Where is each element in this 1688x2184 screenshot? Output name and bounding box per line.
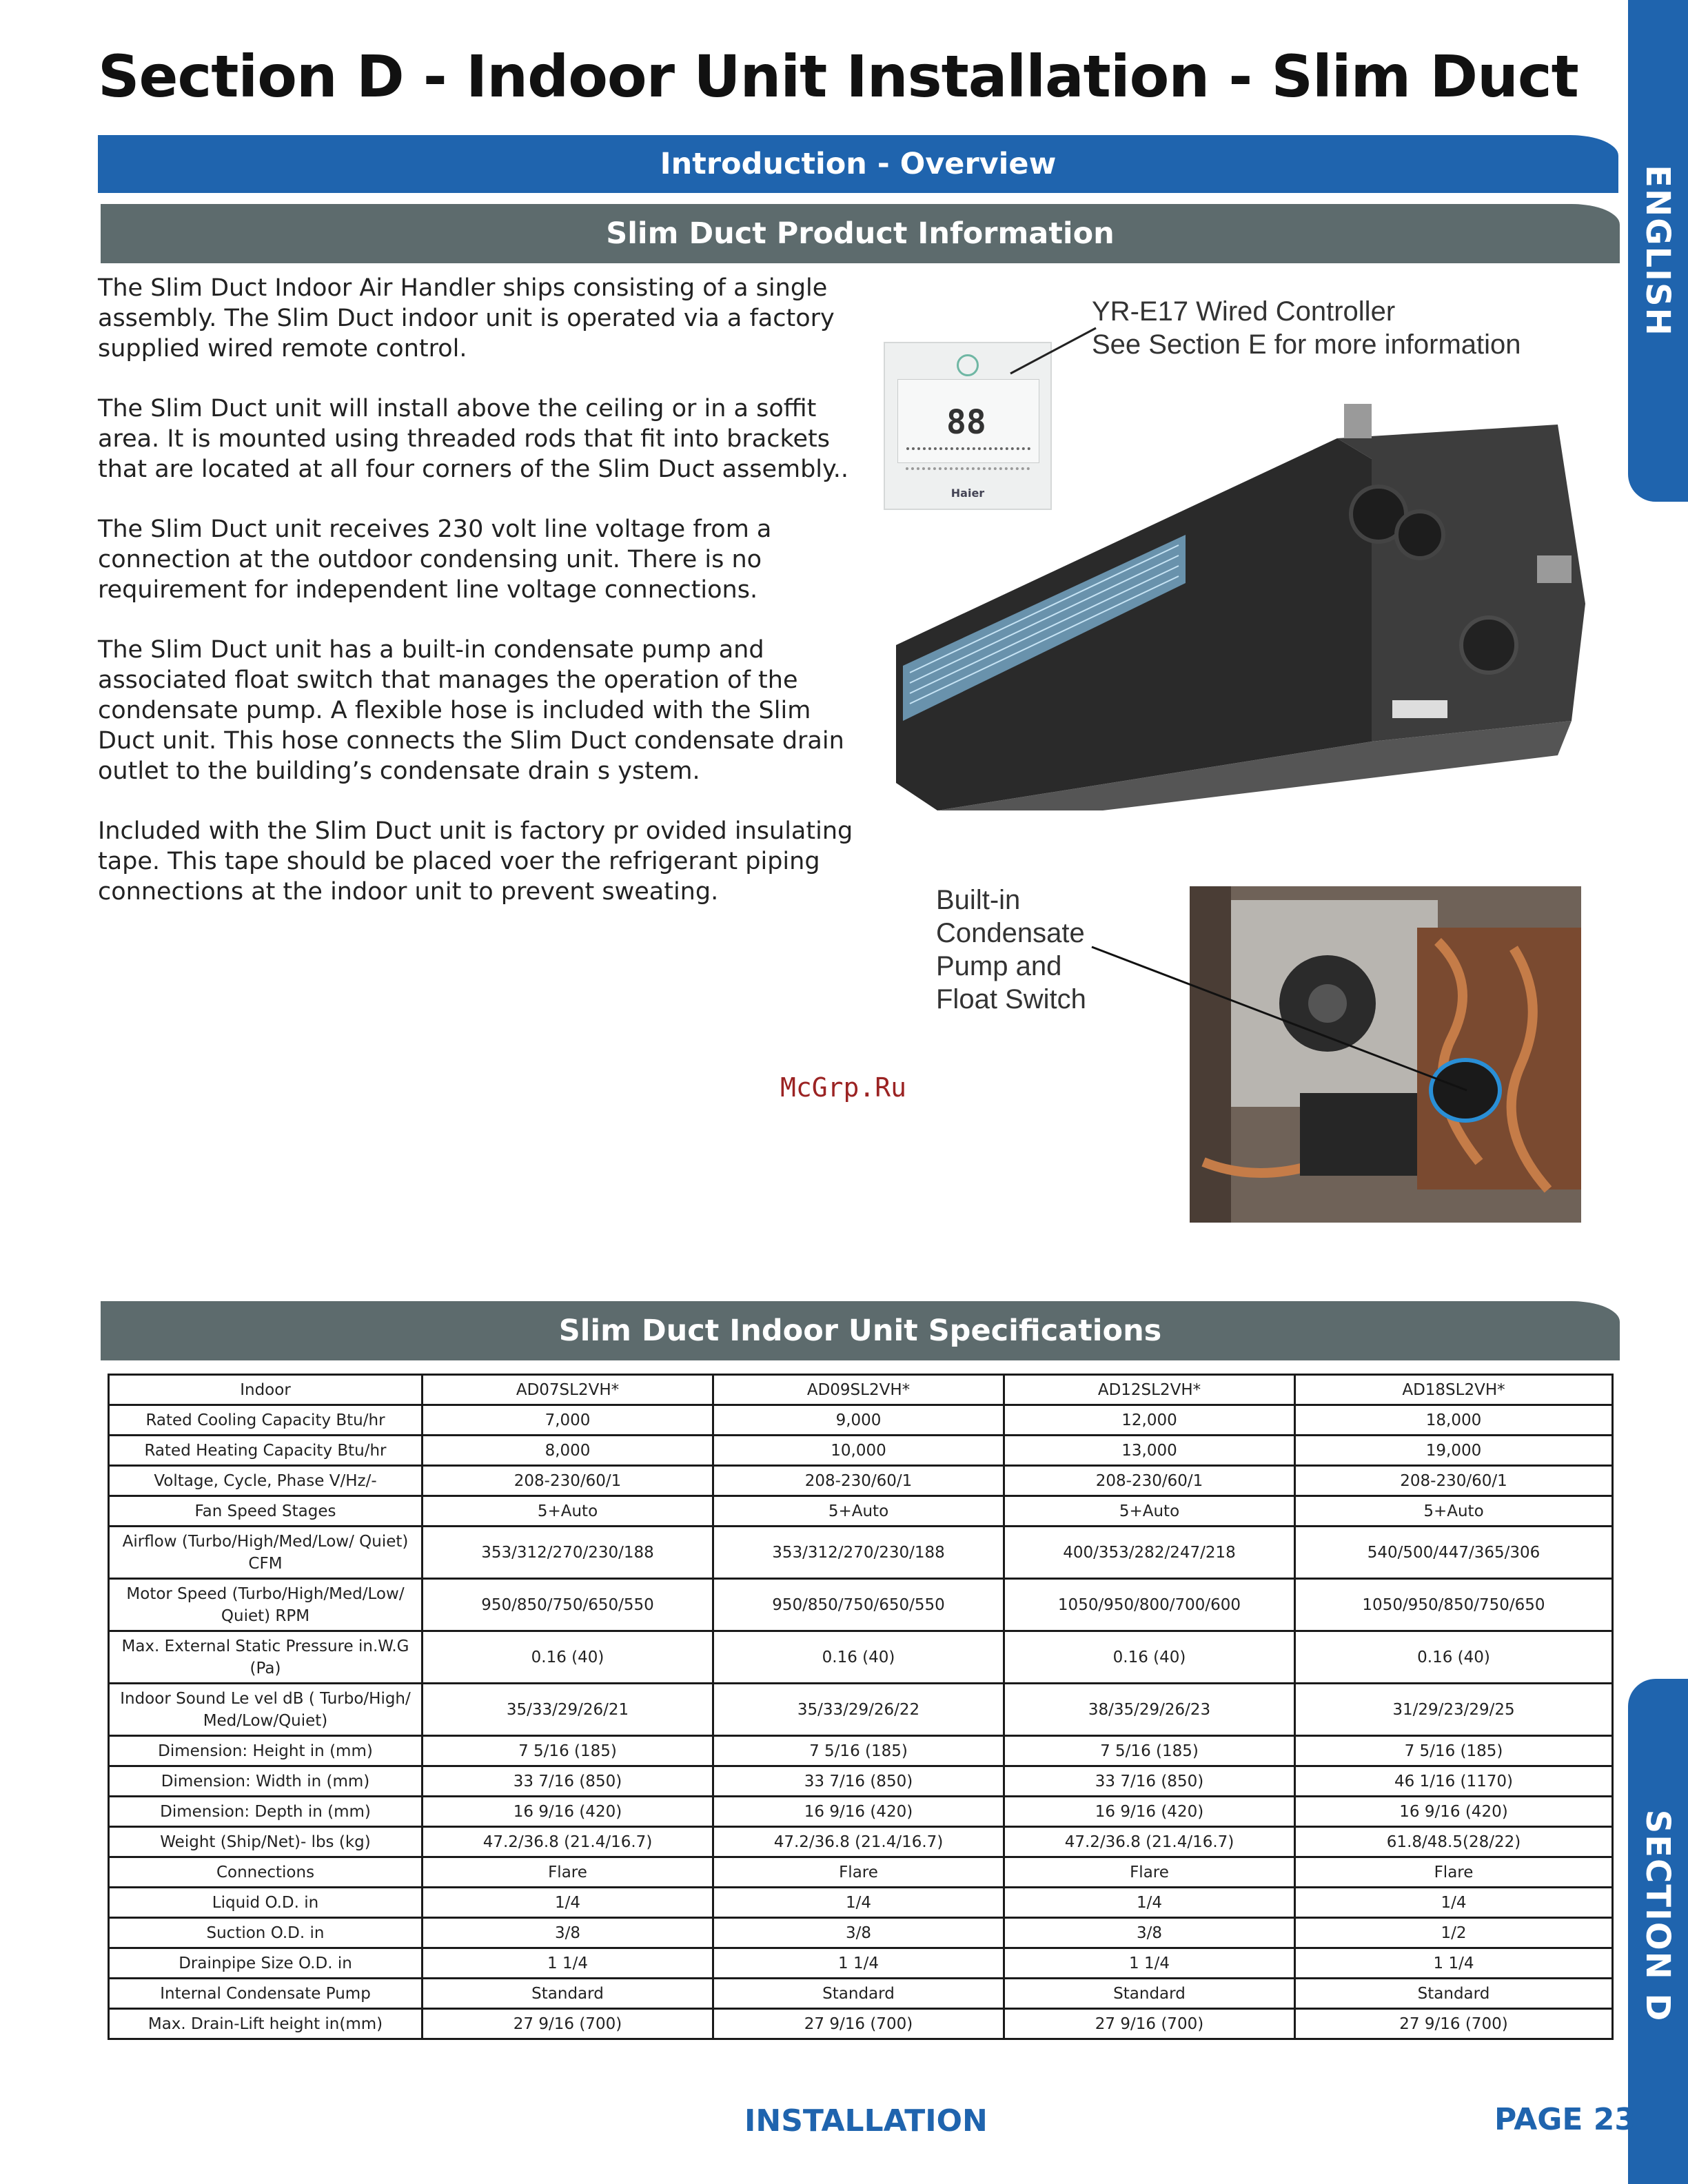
spec-row-label: Airflow (Turbo/High/Med/Low/ Quiet) CFM xyxy=(109,1527,423,1579)
spec-cell: 540/500/447/365/306 xyxy=(1295,1527,1613,1579)
spec-table-row xyxy=(109,1466,1613,1496)
spec-cell: 18,000 xyxy=(1295,1405,1613,1436)
spec-cell: 1/2 xyxy=(1295,1918,1613,1948)
spec-cell: 19,000 xyxy=(1295,1436,1613,1466)
pump-callout-line1: Built-in xyxy=(936,885,1021,915)
spec-table-row xyxy=(109,1405,1613,1436)
spec-cell: 16 9/16 (420) xyxy=(1004,1797,1295,1827)
spec-cell: Standard xyxy=(713,1979,1004,2009)
spec-cell: 7 5/16 (185) xyxy=(423,1736,713,1766)
spec-cell: 3/8 xyxy=(423,1918,713,1948)
controller-callout-leader xyxy=(1006,324,1103,379)
controller-callout-line1: YR-E17 Wired Controller xyxy=(1092,296,1396,327)
spec-cell: 1 1/4 xyxy=(713,1948,1004,1979)
spec-row-label: Max. Drain-Lift height in(mm) xyxy=(109,2009,423,2039)
spec-cell: 12,000 xyxy=(1004,1405,1295,1436)
spec-cell: 13,000 xyxy=(1004,1436,1295,1466)
spec-table-row xyxy=(109,1766,1613,1797)
specs-band: Slim Duct Indoor Unit Specifications xyxy=(101,1301,1620,1360)
spec-row-label: Drainpipe Size O.D. in xyxy=(109,1948,423,1979)
spec-row-label: Liquid O.D. in xyxy=(109,1888,423,1918)
spec-cell: 9,000 xyxy=(713,1405,1004,1436)
spec-cell: AD18SL2VH* xyxy=(1295,1375,1613,1405)
spec-cell: 1/4 xyxy=(1004,1888,1295,1918)
spec-row-label: Motor Speed (Turbo/High/Med/Low/ Quiet) RPM xyxy=(109,1579,423,1631)
spec-cell: Flare xyxy=(423,1857,713,1888)
spec-cell: 208-230/60/1 xyxy=(1295,1466,1613,1496)
paragraph-voltage: The Slim Duct unit receives 230 volt line voltage from a connection at the outdoor condensing unit. There is no requirement for independent line voltage connections. xyxy=(98,516,772,604)
controller-callout-line2: See Section E for more information xyxy=(1092,329,1521,360)
spec-cell: 5+Auto xyxy=(423,1496,713,1527)
spec-table-row xyxy=(109,1496,1613,1527)
spec-row-label: Voltage, Cycle, Phase V/Hz/- xyxy=(109,1466,423,1496)
spec-row-label: Rated Cooling Capacity Btu/hr xyxy=(109,1405,423,1436)
spec-cell: 38/35/29/26/23 xyxy=(1004,1684,1295,1736)
intro-overview-band: Introduction - Overview xyxy=(98,135,1618,193)
intro-text xyxy=(98,273,870,937)
spec-row-label: Dimension: Depth in (mm) xyxy=(109,1797,423,1827)
paragraph-insulating-tape: Included with the Slim Duct unit is factory pr ovided insulating tape. This tape should be placed voer the refrigerant piping connections at the indoor unit to prevent sweating. xyxy=(98,817,853,906)
spec-cell: 0.16 (40) xyxy=(713,1631,1004,1684)
slim-duct-unit-image xyxy=(896,397,1606,817)
page-title: Section D - Indoor Unit Installation - Slim Duct xyxy=(98,43,1578,110)
spec-cell: 0.16 (40) xyxy=(1295,1631,1613,1684)
spec-row-label: Fan Speed Stages xyxy=(109,1496,423,1527)
spec-cell: 47.2/36.8 (21.4/16.7) xyxy=(713,1827,1004,1857)
spec-cell: 27 9/16 (700) xyxy=(423,2009,713,2039)
controller-callout xyxy=(1092,295,1521,361)
spec-cell: 27 9/16 (700) xyxy=(713,2009,1004,2039)
spec-cell: 7 5/16 (185) xyxy=(1004,1736,1295,1766)
spec-cell: 1/4 xyxy=(1295,1888,1613,1918)
spec-cell: 27 9/16 (700) xyxy=(1004,2009,1295,2039)
spec-cell: 16 9/16 (420) xyxy=(423,1797,713,1827)
spec-cell: Standard xyxy=(1295,1979,1613,2009)
spec-row-label: Indoor xyxy=(109,1375,423,1405)
spec-cell: 1 1/4 xyxy=(1295,1948,1613,1979)
spec-cell: 0.16 (40) xyxy=(423,1631,713,1684)
spec-cell: 400/353/282/247/218 xyxy=(1004,1527,1295,1579)
spec-row-label: Connections xyxy=(109,1857,423,1888)
spec-cell: 353/312/270/230/188 xyxy=(423,1527,713,1579)
controller-digits: 88 xyxy=(946,403,986,442)
spec-table-row xyxy=(109,1631,1613,1684)
spec-row-label: Weight (Ship/Net)- lbs (kg) xyxy=(109,1827,423,1857)
spec-cell: 1050/950/800/700/600 xyxy=(1004,1579,1295,1631)
spec-cell: AD09SL2VH* xyxy=(713,1375,1004,1405)
pump-callout xyxy=(936,884,1086,1016)
pump-callout-line2: Condensate xyxy=(936,918,1085,948)
spec-cell: AD07SL2VH* xyxy=(423,1375,713,1405)
controller-brand: Haier xyxy=(950,487,985,500)
paragraph-condensate: The Slim Duct unit has a built-in condensate pump and associated float switch that manages the operation of the condensate pump. A flexible hose is included with the Slim Duct unit. This hose connects the Slim Duct condensate drain outlet to the building’s condensate drain s ystem. xyxy=(98,636,844,785)
spec-cell: 46 1/16 (1170) xyxy=(1295,1766,1613,1797)
spec-cell: Flare xyxy=(713,1857,1004,1888)
spec-cell: 5+Auto xyxy=(1004,1496,1295,1527)
spec-row-label: Dimension: Width in (mm) xyxy=(109,1766,423,1797)
spec-row-label: Internal Condensate Pump xyxy=(109,1979,423,2009)
spec-cell: 10,000 xyxy=(713,1436,1004,1466)
spec-cell: 950/850/750/650/550 xyxy=(423,1579,713,1631)
spec-cell: 1/4 xyxy=(423,1888,713,1918)
spec-table xyxy=(108,1374,1614,2040)
spec-table-header-row xyxy=(109,1375,1613,1405)
spec-cell: 16 9/16 (420) xyxy=(713,1797,1004,1827)
spec-cell: 5+Auto xyxy=(1295,1496,1613,1527)
product-info-band: Slim Duct Product Information xyxy=(101,204,1620,263)
paragraph-mounting: The Slim Duct unit will install above the ceiling or in a soffit area. It is mounted using threaded rods that fit into brackets that are located at all four corners of the Slim Duct assembly.. xyxy=(98,395,848,483)
spec-cell: 353/312/270/230/188 xyxy=(713,1527,1004,1579)
spec-cell: 0.16 (40) xyxy=(1004,1631,1295,1684)
spec-row-label: Dimension: Height in (mm) xyxy=(109,1736,423,1766)
spec-cell: 208-230/60/1 xyxy=(713,1466,1004,1496)
pump-callout-leader xyxy=(1089,944,1475,1096)
footer-page-number: PAGE 23 xyxy=(1494,2102,1636,2137)
spec-row-label: Max. External Static Pressure in.W.G (Pa) xyxy=(109,1631,423,1684)
spec-cell: Standard xyxy=(423,1979,713,2009)
spec-table-row xyxy=(109,1888,1613,1918)
spec-cell: 7,000 xyxy=(423,1405,713,1436)
spec-cell: 8,000 xyxy=(423,1436,713,1466)
spec-cell: 208-230/60/1 xyxy=(423,1466,713,1496)
spec-cell: 31/29/23/29/25 xyxy=(1295,1684,1613,1736)
spec-cell: 1/4 xyxy=(713,1888,1004,1918)
spec-cell: 7 5/16 (185) xyxy=(713,1736,1004,1766)
spec-cell: 47.2/36.8 (21.4/16.7) xyxy=(423,1827,713,1857)
spec-cell: 208-230/60/1 xyxy=(1004,1466,1295,1496)
spec-cell: 7 5/16 (185) xyxy=(1295,1736,1613,1766)
spec-cell: 3/8 xyxy=(1004,1918,1295,1948)
spec-table-row xyxy=(109,1579,1613,1631)
spec-table-row xyxy=(109,1684,1613,1736)
spec-cell: 27 9/16 (700) xyxy=(1295,2009,1613,2039)
spec-cell: 1 1/4 xyxy=(423,1948,713,1979)
spec-cell: 35/33/29/26/21 xyxy=(423,1684,713,1736)
spec-table-row xyxy=(109,1527,1613,1579)
footer-section-label: INSTALLATION xyxy=(744,2103,988,2139)
controller-power-icon xyxy=(957,354,979,376)
spec-cell: 1 1/4 xyxy=(1004,1948,1295,1979)
side-tab-english-label: ENGLISH xyxy=(1638,165,1677,337)
spec-table-row xyxy=(109,1948,1613,1979)
spec-table-row xyxy=(109,1979,1613,2009)
spec-cell: 33 7/16 (850) xyxy=(423,1766,713,1797)
spec-table-row xyxy=(109,2009,1613,2039)
spec-table-row xyxy=(109,1797,1613,1827)
pump-callout-line3: Pump and xyxy=(936,951,1062,981)
spec-table-row xyxy=(109,1827,1613,1857)
spec-cell: 1050/950/850/750/650 xyxy=(1295,1579,1613,1631)
spec-cell: 33 7/16 (850) xyxy=(713,1766,1004,1797)
watermark-text: McGrp.Ru xyxy=(780,1072,907,1103)
spec-table-row xyxy=(109,1736,1613,1766)
spec-cell: 61.8/48.5(28/22) xyxy=(1295,1827,1613,1857)
spec-row-label: Rated Heating Capacity Btu/hr xyxy=(109,1436,423,1466)
spec-cell: 5+Auto xyxy=(713,1496,1004,1527)
pump-callout-line4: Float Switch xyxy=(936,984,1086,1014)
side-tab-section-label: SECTION D xyxy=(1638,1809,1677,2023)
spec-cell: Flare xyxy=(1004,1857,1295,1888)
spec-cell: 950/850/750/650/550 xyxy=(713,1579,1004,1631)
spec-cell: 35/33/29/26/22 xyxy=(713,1684,1004,1736)
spec-cell: 3/8 xyxy=(713,1918,1004,1948)
spec-row-label: Indoor Sound Le vel dB ( Turbo/High/ Med/Low/Quiet) xyxy=(109,1684,423,1736)
spec-table-row xyxy=(109,1857,1613,1888)
spec-table-row xyxy=(109,1918,1613,1948)
spec-row-label: Suction O.D. in xyxy=(109,1918,423,1948)
spec-table-row xyxy=(109,1436,1613,1466)
spec-cell: Flare xyxy=(1295,1857,1613,1888)
spec-cell: 47.2/36.8 (21.4/16.7) xyxy=(1004,1827,1295,1857)
spec-cell: AD12SL2VH* xyxy=(1004,1375,1295,1405)
paragraph-shipping: The Slim Duct Indoor Air Handler ships consisting of a single assembly. The Slim Duct indoor unit is operated via a factory supplied wired remote control. xyxy=(98,274,835,363)
spec-cell: 16 9/16 (420) xyxy=(1295,1797,1613,1827)
spec-cell: Standard xyxy=(1004,1979,1295,2009)
spec-cell: 33 7/16 (850) xyxy=(1004,1766,1295,1797)
